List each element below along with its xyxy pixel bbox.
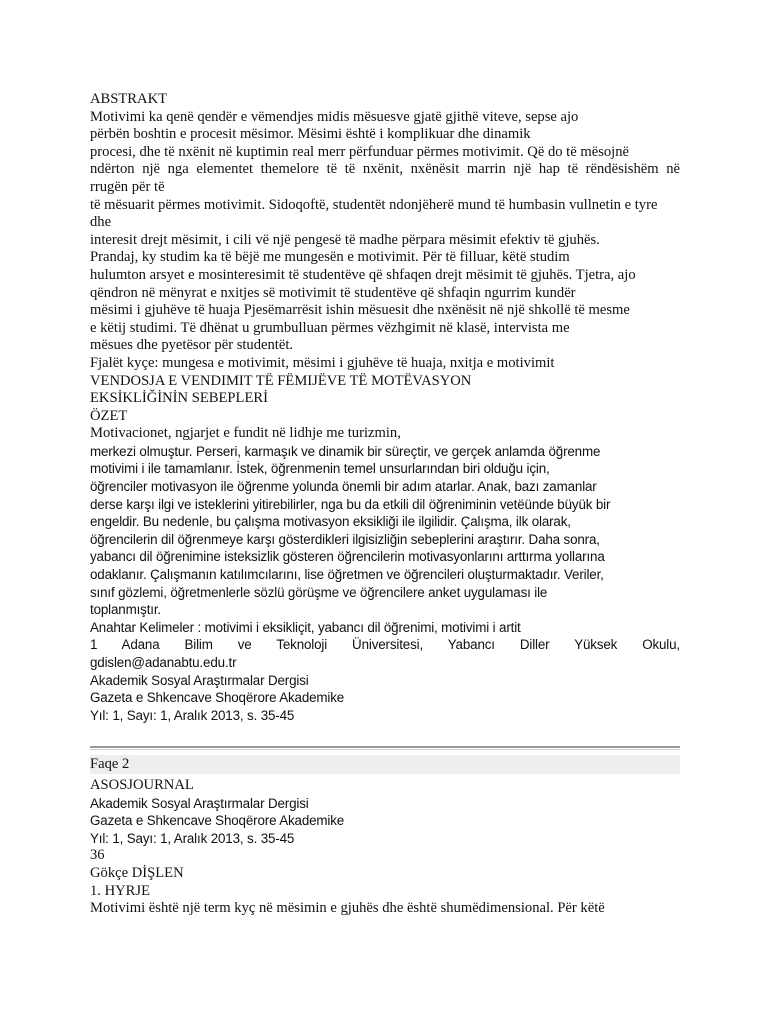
separator-shadow	[90, 749, 680, 750]
ozet-line: motivimi i ile tamamlanır. İstek, öğrenmenin temel unsurlarından biri olduğu için,	[90, 461, 550, 477]
page-2-body	[90, 777, 680, 918]
ozet-heading: ÖZET	[90, 407, 128, 424]
journal-name-sq: Gazeta e Shkencave Shoqërore Akademike	[90, 690, 345, 706]
journal-name: ASOSJOURNAL	[90, 777, 194, 793]
section-heading: 1. HYRJE	[90, 882, 150, 899]
issue-info: Yıl: 1, Sayı: 1, Aralık 2013, s. 35-45	[90, 707, 295, 723]
journal-name-tr: Akademik Sosyal Araştırmalar Dergisi	[90, 795, 309, 811]
page-marker	[90, 755, 680, 774]
page-separator	[90, 746, 680, 750]
ozet-line: derse karşı ilgi ve isteklerini yitirebilirler, nga bu da etkili dil öğreniminin vetëünde büyük bir	[90, 496, 611, 512]
anahtar-kelimeler: Anahtar Kelimeler : motivimi i eksikliçit, yabancı dil öğrenimi, motivimi i artit	[90, 619, 521, 635]
body-line: Motivimi është një term kyç në mësimin e gjuhës dhe është shumëdimensional. Për këtë	[90, 900, 605, 917]
separator-line	[90, 746, 680, 748]
abstract-line: mësues dhe pyetësor për studentët.	[90, 337, 294, 354]
abstract-heading: ABSTRAKT	[90, 91, 168, 107]
ozet-line: toplanmıştır.	[90, 602, 161, 618]
keywords: Fjalët kyçe: mungesa e motivimit, mësimi i gjuhëve të huaja, nxitja e motivimit	[90, 354, 555, 371]
abstract-line: të mësuarit përmes motivimit. Sidoqoftë, studentët ndonjëherë mund të humbasin vullnetin e tyre	[90, 196, 658, 213]
author-affiliation: 1 Adana Bilim ve Teknoloji Üniversitesi, Yabancı Diller Yüksek Okulu,	[90, 637, 680, 653]
abstract-line: përbën boshtin e procesit mësimor. Mësimi është i komplikuar dhe dinamik	[90, 126, 531, 143]
abstract-line: ndërton një nga elementet themelore të të nxënit, nxënësit marrin një hap të rëndësishëm në	[90, 161, 680, 178]
ozet-first-line: Motivacionet, ngjarjet e fundit në lidhje me turizmin,	[90, 425, 401, 442]
page-number: 36	[90, 847, 105, 864]
abstract-line: procesi, dhe të nxënit në kuptimin real merr përfunduar përmes motivimit. Që do të mësojnë	[90, 143, 629, 160]
journal-name-tr: Akademik Sosyal Araştırmalar Dergisi	[90, 672, 309, 688]
page-marker-label: Faqe 2	[90, 756, 130, 772]
ozet-line: sınıf gözlemi, öğretmenlerle sözlü görüşme ve öğrencilere anket uygulaması ile	[90, 584, 548, 600]
abstract-line: Prandaj, ky studim ka të bëjë me mungesën e motivimit. Për të filluar, këtë studim	[90, 249, 570, 266]
abstract-line: e këtij studimi. Të dhënat u grumbulluan përmes vëzhgimit në klasë, intervista me	[90, 319, 570, 336]
ozet-line: yabancı dil öğrenimine isteksizlik gösteren öğrencilerin motivasyonlarını arttırma yollarına	[90, 549, 605, 565]
abstract-line: hulumton arsyet e mosinteresimit të studentëve që shfaqen drejt mësimit të gjuhës. Tjetra, ajo	[90, 266, 636, 283]
abstract-line: dhe	[90, 214, 112, 231]
journal-name-sq: Gazeta e Shkencave Shoqërore Akademike	[90, 813, 345, 829]
ozet-line: engeldir. Bu nedenle, bu çalışma motivasyon eksikliği ile ilgilidir. Çalışma, ilk olarak,	[90, 514, 571, 530]
abstract-line: interesit drejt mësimit, i cili vë një pengesë të madhe përpara mësimit efektiv të gjuhës.	[90, 231, 600, 248]
ozet-line: öğrenciler motivasyon ile öğrenme yolunda önemli bir adım atarlar. Anak, bazı zamanlar	[90, 479, 597, 495]
abstract-line: mësimi i gjuhëve të huaja Pjesëmarrësit ishin mësuesit dhe nxënësit në një shkollë të mesme	[90, 302, 630, 319]
turkish-title-line-2: EKSİKLİĞİNİN SEBEPLERİ	[90, 390, 268, 407]
issue-info: Yıl: 1, Sayı: 1, Aralık 2013, s. 35-45	[90, 830, 295, 846]
abstract-line: rrugën për të	[90, 178, 165, 195]
ozet-line: merkezi olmuştur. Perseri, karmaşık ve dinamik bir süreçtir, ve gerçek anlamda öğrenme	[90, 443, 601, 459]
ozet-line: odaklanır. Çalışmanın katılımcılarını, lise öğretmen ve öğrencileri oluşturmaktadır. Veriler,	[90, 567, 604, 583]
page-1-body	[90, 91, 680, 724]
ozet-line: öğrencilerin dil öğrenmeye karşı gösterdikleri ilgisizliğin sebeplerini araştırır. Daha sonra,	[90, 531, 600, 547]
turkish-title-line-1: VENDOSJA E VENDIMIT TË FËMIJËVE TË MOTËVASYON	[90, 372, 472, 389]
abstract-line: qëndron në mënyrat e nxitjes së motivimit të studentëve që shfaqin ngurrim kundër	[90, 284, 576, 301]
abstract-line: Motivimi ka qenë qendër e vëmendjes midis mësuesve gjatë gjithë viteve, sepse ajo	[90, 108, 579, 125]
author-email: gdislen@adanabtu.edu.tr	[90, 655, 237, 670]
author-name: Gökçe DİŞLEN	[90, 864, 184, 881]
